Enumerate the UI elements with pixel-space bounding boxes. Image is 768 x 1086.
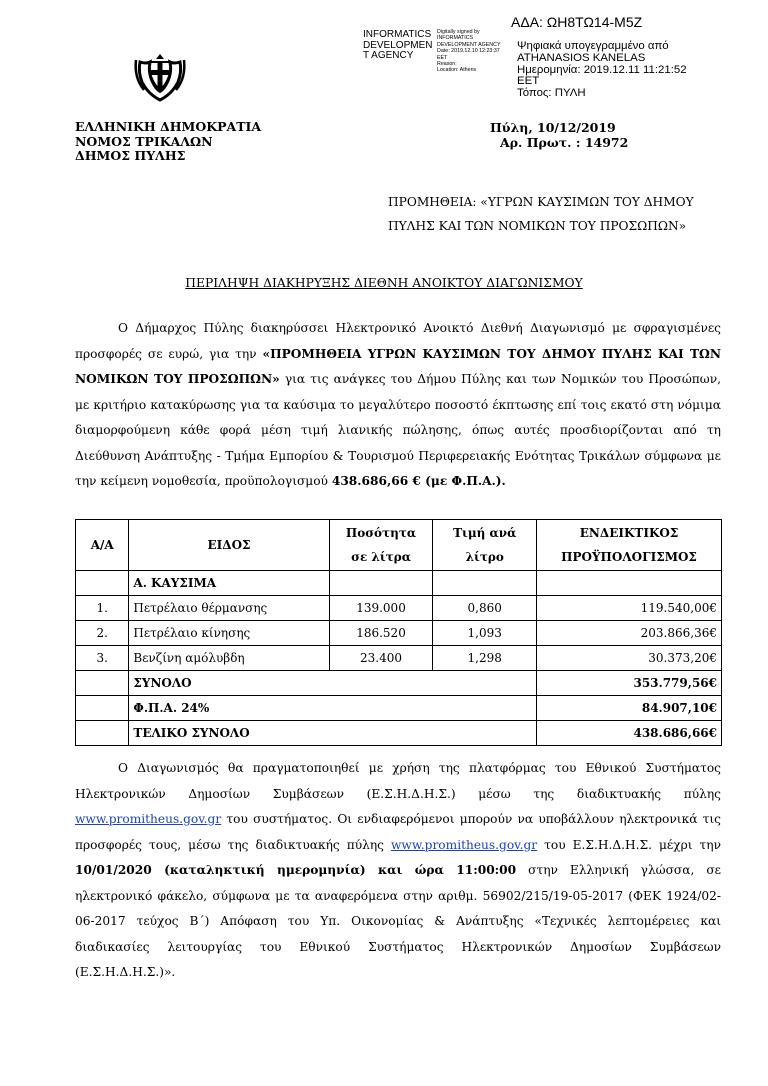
row-number: 1.: [76, 596, 129, 621]
table-section-row: [76, 571, 722, 596]
signature-detail-line: Reason:: [437, 61, 457, 68]
row-quantity: 139.000: [329, 596, 433, 621]
signature-details: [437, 29, 517, 74]
table-row: [76, 621, 722, 646]
col-header-quantity-line: Ποσότητα: [345, 526, 417, 540]
procedure-paragraph: [75, 756, 721, 986]
signature-org-name: INFORMATICS DEVELOPMEN T AGENCY: [363, 29, 433, 61]
signature-detail-line: Digitally signed by: [437, 29, 480, 35]
row-price: 1,298: [433, 646, 537, 671]
signature-detail-line: INFORMATICS: [437, 35, 474, 42]
paragraph-text: στην Ελληνική γλώσσα, σε ηλεκτρονικό φάκελο, σύμφωνα με τα αναφερόμενα στην αριθμ. 56902/215/19-05-2017 (ΦΕΚ 1924/02-06-2017 τεύχος Β΄) Απόφαση του Υπ. Οικονομίας & Ανάπτυξης «Τεχνικές λεπτομέρειες και διαδικασίες λειτουργίας του Εθνικού Συστήματος Ηλεκτρονικών Δημοσίων Συμβάσεων (Ε.Σ.Η.Δ.Η.Σ.)».: [75, 863, 721, 979]
row-budget: 30.373,20€: [537, 646, 722, 671]
col-header-quantity: [329, 520, 433, 571]
subject-line: ΠΡΟΜΗΘΕΙΑ: «ΥΓΡΩΝ ΚΑΥΣΙΜΩΝ ΤΟΥ ΔΗΜΟΥ: [388, 195, 694, 209]
signature-detail-line: DEVELOPMENT AGENCY: [437, 41, 501, 48]
issuer-block: [75, 120, 261, 164]
col-header-price-line: Τιμή ανά: [453, 526, 517, 540]
table-cell: [433, 571, 537, 596]
row-price: 1,093: [433, 621, 537, 646]
table-row: [76, 646, 722, 671]
budget-table: [75, 519, 722, 746]
col-header-budget-line: ΕΝΔΕΙΚΤΙΚΟΣ: [579, 526, 679, 540]
document-date: Πύλη, 10/12/2019: [490, 120, 616, 135]
row-quantity: 23.400: [329, 646, 433, 671]
signature-info-line: Τόπος: ΠΥΛΗ: [517, 87, 586, 100]
protocol-number: Αρ. Πρωτ. : 14972: [500, 135, 629, 150]
row-item: Πετρέλαιο θέρμανσης: [129, 596, 329, 621]
row-number: 2.: [76, 621, 129, 646]
subject-line: ΠΥΛΗΣ ΚΑΙ ΤΩΝ ΝΟΜΙΚΩΝ ΤΟΥ ΠΡΟΣΩΠΩΝ»: [388, 219, 687, 233]
row-item: Πετρέλαιο κίνησης: [129, 621, 329, 646]
issuer-line: ΕΛΛΗΝΙΚΗ ΔΗΜΟΚΡΑΤΙΑ: [75, 119, 262, 134]
subject-block: [388, 190, 728, 238]
paragraph-text: Ο Δήμαρχος Πύλης διακηρύσσει Ηλεκτρονικό Ανοικτό Διεθνή Διαγωνισμό με σφραγισμένες προσφορές σε ευρώ, για την: [75, 321, 721, 361]
row-item: Βενζίνη αμόλυβδη: [129, 646, 329, 671]
ada-code: ΑΔΑ: ΩΗ8ΤΩ14-Μ5Ζ: [511, 14, 643, 30]
table-cell: [537, 571, 722, 596]
table-cell: [76, 721, 129, 746]
signature-info-line: ATHANASIOS KANELAS: [517, 51, 646, 64]
vat-label: Φ.Π.Α. 24%: [129, 696, 537, 721]
signature-info: [517, 41, 687, 100]
table-cell: [329, 571, 433, 596]
row-budget: 119.540,00€: [537, 596, 722, 621]
total-label: ΣΥΝΟΛΟ: [129, 671, 537, 696]
row-number: 3.: [76, 646, 129, 671]
deadline: 10/01/2020 (καταληκτική ημερομηνία) και ώρα 11:00:00: [75, 863, 517, 877]
row-budget: 203.866,36€: [537, 621, 722, 646]
table-total-row: [76, 696, 722, 721]
table-cell: [76, 571, 129, 596]
page-title: ΠΕΡΙΛΗΨΗ ΔΙΑΚΗΡΥΞΗΣ ΔΙΕΘΝΗ ΑΝΟΙΚΤΟΥ ΔΙΑΓΩΝΙΣΜΟΥ: [185, 276, 583, 290]
signature-info-line: Ημερομηνία: 2019.12.11 11:21:52: [517, 63, 687, 76]
signature-info-line: Ψηφιακά υπογεγραμμένο από: [517, 40, 669, 52]
table-cell: [76, 696, 129, 721]
grand-total-label: ΤΕΛΙΚΟ ΣΥΝΟΛΟ: [129, 721, 537, 746]
paragraph-text: του συστήματος. Οι ενδιαφερόμενοι μπορούν να υποβάλλουν ηλεκτρονικά τις προσφορές τους, μέσω της διαδικτυακής πύλης: [75, 812, 721, 852]
table-total-row: [76, 671, 722, 696]
row-price: 0,860: [433, 596, 537, 621]
signature-detail-line: EET: [437, 54, 448, 61]
col-header-quantity-line: σε λίτρα: [351, 550, 411, 564]
paragraph-bold: «ΠΡΟΜΗΘΕΙΑ ΥΓΡΩΝ ΚΑΥΣΙΜΩΝ ΤΟΥ ΔΗΜΟΥ ΠΥΛΗΣ ΚΑΙ ΤΩΝ ΝΟΜΙΚΩΝ ΤΟΥ ΠΡΟΣΩΠΩΝ»: [75, 346, 722, 386]
promitheus-link[interactable]: www.promitheus.gov.gr: [390, 837, 538, 852]
table-total-row: [76, 721, 722, 746]
col-header-aa: Α/Α: [76, 520, 129, 571]
promitheus-link[interactable]: www.promitheus.gov.gr: [75, 812, 222, 826]
signature-detail-line: Location: Athens: [437, 67, 477, 74]
col-header-price: [433, 520, 537, 571]
col-header-budget: [537, 520, 722, 571]
signature-detail-line: Date: 2019.12.10 12:23:37: [437, 48, 500, 55]
col-header-item: ΕΙΔΟΣ: [129, 520, 329, 571]
table-header-row: [76, 520, 722, 571]
intro-paragraph: [75, 316, 721, 495]
grand-total-value: 438.686,66€: [537, 721, 722, 746]
signature-info-line: EET: [517, 75, 540, 88]
issuer-line: ΔΗΜΟΣ ΠΥΛΗΣ: [75, 148, 186, 163]
section-label: Α. ΚΑΥΣΙΜΑ: [129, 571, 329, 596]
col-header-price-line: λίτρο: [465, 550, 504, 564]
budget-amount: 438.686,66 € (με Φ.Π.Α.).: [331, 474, 506, 488]
col-header-budget-line: ΠΡΟΫΠΟΛΟΓΙΣΜΟΣ: [561, 550, 697, 564]
row-quantity: 186.520: [329, 621, 433, 646]
issuer-line: ΝΟΜΟΣ ΤΡΙΚΑΛΩΝ: [75, 133, 213, 149]
vat-value: 84.907,10€: [537, 696, 722, 721]
table-row: [76, 596, 722, 621]
paragraph-text: του Ε.Σ.Η.Δ.Η.Σ. μέχρι την: [537, 837, 722, 852]
total-value: 353.779,56€: [537, 671, 722, 696]
paragraph-text: για τις ανάγκες του Δήμου Πύλης και των Νομικών του Προσώπων, με κριτήριο κατακύρωσης για τα καύσιμα το μεγαλύτερο ποσοστό έκπτωσης επί τοις εκατό στη νόμιμα διαμορφούμενη κάθε φορά μέση τιμή λιανικής πώλησης, όπως αυτές προσδιορίζονται από τη Διεύθυνση Ανάπτυξης - Τμήμα Εμπορίου & Τουρισμού Περιφερειακής Ενότητας Τρικάλων σύμφωνα με την κείμενη νομοθεσία, προϋπολογισμού: [75, 372, 721, 488]
paragraph-text: Ο Διαγωνισμός θα πραγματοποιηθεί με χρήση της πλατφόρμας του Εθνικού Συστήματος Ηλεκτρονικών Δημοσίων Συμβάσεων (Ε.Σ.Η.Δ.Η.Σ.) μέσω της διαδικτυακής πύλης: [75, 761, 721, 801]
greek-emblem-icon: [130, 50, 190, 104]
table-cell: [76, 671, 129, 696]
